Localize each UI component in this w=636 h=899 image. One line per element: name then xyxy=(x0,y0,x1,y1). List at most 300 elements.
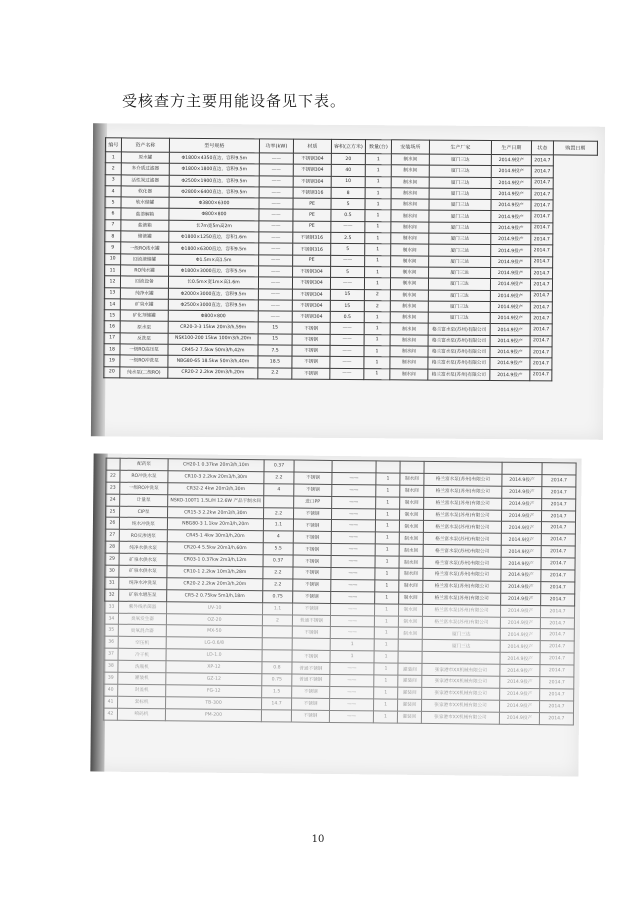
table-cell: 格兰富水泵(苏州)有限公司 xyxy=(424,485,502,498)
table-cell: 2014.9投产 xyxy=(491,177,531,189)
table-cell: 1 xyxy=(374,651,398,663)
table-cell: —— xyxy=(259,187,293,199)
table-cell: —— xyxy=(330,698,374,710)
table-cell: 制水间 xyxy=(391,165,429,177)
table-cell: Φ1800×1250直边，容积1.6m xyxy=(169,231,259,243)
table-cell: 制水间 xyxy=(391,222,429,234)
table-cell: 1 xyxy=(330,651,374,663)
table-cell: 2014.9投产 xyxy=(501,522,541,534)
table-cell xyxy=(332,460,376,472)
table-cell: 制水间 xyxy=(390,289,428,301)
table-cell: 2014.9投产 xyxy=(491,245,531,257)
table-cell: 不锈钢304 xyxy=(292,289,330,301)
table-cell: CR03-1 0.37kw 2m3/h,12m xyxy=(167,554,263,567)
table-cell: 软水储罐 xyxy=(121,197,169,209)
table-cell: 2014.7 xyxy=(531,223,553,234)
table-cell: 不锈钢 xyxy=(293,508,331,520)
table-cell: 纯水泵(二级RO) xyxy=(120,367,168,379)
table-cell: 22 xyxy=(106,470,120,482)
table-cell: 1 xyxy=(375,568,399,580)
table-cell: —— xyxy=(330,334,364,346)
table-cell: 33 xyxy=(105,601,119,613)
table-cell: 1 xyxy=(374,604,398,616)
table-cell: 制水间 xyxy=(399,544,423,556)
table-cell: 1 xyxy=(376,497,400,509)
table-cell: 2014.7 xyxy=(541,570,575,582)
table-cell xyxy=(422,652,500,665)
table-cell: —— xyxy=(259,221,293,233)
table-cell: Φ800×800 xyxy=(168,310,258,322)
table-cell: —— xyxy=(258,277,292,289)
column-header: 容积(立方米) xyxy=(331,139,365,153)
table-cell: 2014.9投产 xyxy=(501,510,541,522)
table-cell: Φ1800×6300直边，容积9.5m xyxy=(169,243,259,255)
table-cell: 1 xyxy=(374,699,398,711)
table-cell: 格兰富水泵(苏州)有限公司 xyxy=(424,497,502,510)
table-cell: 1 xyxy=(364,312,390,323)
table-cell: Φ1800×3000直边，容积5.5m xyxy=(169,265,259,277)
table-cell: 普通不锈钢 xyxy=(292,662,330,674)
table-cell: 不锈钢 xyxy=(291,710,329,722)
table-cell: 臭氧混合器 xyxy=(118,625,166,637)
table-cell: 灌装间 xyxy=(397,711,421,723)
table-cell: 制水间 xyxy=(390,312,428,324)
table-cell: 制水间 xyxy=(400,497,424,509)
table-cell: 2 xyxy=(105,163,121,174)
table-cell: CR10-3 2.2kw 20m3/h,30m xyxy=(168,471,264,484)
table-cell: 1 xyxy=(374,639,398,651)
table-cell: 2014.7 xyxy=(541,534,575,546)
table-cell: —— xyxy=(259,266,293,278)
table-cell: 空压机 xyxy=(118,637,166,649)
table-cell: 制水间 xyxy=(391,199,429,211)
table-cell: 37 xyxy=(104,648,118,660)
table-cell: XP-12 xyxy=(166,661,262,674)
table-cell: 15 xyxy=(330,300,364,312)
table-cell: —— xyxy=(259,232,293,244)
table-cell: 40 xyxy=(331,165,365,177)
table-cell: 2014.9投产 xyxy=(490,324,530,336)
table-cell: 15 xyxy=(330,289,364,301)
table-cell: 2014.9投产 xyxy=(502,474,542,486)
table-cell: 2014.7 xyxy=(540,653,574,665)
table-cell xyxy=(106,458,120,470)
table-cell xyxy=(292,638,330,650)
table-cell: 不锈钢 xyxy=(293,579,331,591)
table-cell: 制水间 xyxy=(390,301,428,313)
table-cell: 2 xyxy=(364,289,390,300)
table-cell: 格兰富水泵(苏州)有限公司 xyxy=(422,604,500,617)
table-cell: 20 xyxy=(331,153,365,165)
table-cell: 厦门三达 xyxy=(429,154,491,166)
table-cell: 4 xyxy=(264,484,294,496)
table-cell: 制水间 xyxy=(390,368,428,380)
table-cell: 格兰富水泵(苏州)有限公司 xyxy=(422,616,500,629)
table-cell: 活性炭过滤器 xyxy=(121,175,169,187)
table-cell: 0.75 xyxy=(262,674,292,686)
table-cell: RO反渗透泵 xyxy=(119,530,167,542)
table-cell: Φ1800×1800直边，容积9.5m xyxy=(169,164,259,176)
table-cell: 配药泵 xyxy=(120,458,168,470)
table-cell: 紫外线杀菌器 xyxy=(119,601,167,613)
table-cell: 2.2 xyxy=(263,567,293,579)
table-cell: 8 xyxy=(331,187,365,199)
table-cell: 1 xyxy=(365,221,391,232)
column-header: 数量(台) xyxy=(365,140,391,154)
table-cell: 5 xyxy=(105,197,121,208)
table-cell: 1 xyxy=(364,368,390,379)
table-cell: 制水间 xyxy=(391,176,429,188)
table-cell: 制水间 xyxy=(391,255,429,267)
table-cell: —— xyxy=(331,532,375,544)
table-cell: 封盖机 xyxy=(118,684,166,696)
table-cell: 矿泉水供水泵 xyxy=(119,565,167,577)
table-cell: 制水间 xyxy=(399,533,423,545)
column-header: 购置日期 xyxy=(553,141,597,155)
table-cell: 2014.9投产 xyxy=(490,301,530,313)
table-cell: 制水间 xyxy=(398,604,422,616)
table-cell: —— xyxy=(258,311,292,323)
table-cell: 2014.7 xyxy=(541,593,575,605)
table-cell: 1 xyxy=(365,165,391,176)
table-cell: 1 xyxy=(374,687,398,699)
table-cell: 29 xyxy=(105,553,119,565)
table-cell: 不锈钢316 xyxy=(293,243,331,255)
table-cell xyxy=(398,651,422,663)
table-cell: 不锈钢304 xyxy=(293,266,331,278)
table-cell: 制水间 xyxy=(398,616,422,628)
table-cell: 2014.7 xyxy=(542,486,576,498)
table-cell: 不锈钢 xyxy=(292,368,330,380)
table-cell: 不锈钢316 xyxy=(293,232,331,244)
table-cell: 多介质过滤器 xyxy=(121,163,169,175)
table-cell: 1 xyxy=(364,346,390,357)
table-cell: —— xyxy=(330,323,364,335)
table-cell: GZ-12 xyxy=(166,673,262,686)
table-cell: 1.1 xyxy=(263,519,293,531)
table-cell: 制水间 xyxy=(400,473,424,485)
table-cell: 2014.7 xyxy=(540,617,574,629)
table-cell: 1 xyxy=(375,580,399,592)
table-cell: 1 xyxy=(374,675,398,687)
table-cell: 2014.9投产 xyxy=(501,534,541,546)
table-cell: NBG80-3 1.1kw 20m3/h,20m xyxy=(167,518,263,531)
table-cell: 2014.9投产 xyxy=(490,335,530,347)
table-cell: 一级RO冲洗泵 xyxy=(120,482,168,494)
table-cell: 2014.9投产 xyxy=(490,358,530,370)
table-cell: 一级RO浓水罐 xyxy=(121,242,169,254)
intro-sentence: 受核查方主要用能设备见下表。 xyxy=(122,92,347,110)
table-cell: 纯净水罐 xyxy=(120,287,168,299)
table-cell: 厦门三达 xyxy=(428,278,490,290)
table-cell: Φ2000×3000直边，容积9.5m xyxy=(168,288,258,300)
table-cell: 厦门三达 xyxy=(429,256,491,268)
table-cell: 2014.9投产 xyxy=(501,557,541,569)
table-cell: 24 xyxy=(106,494,120,506)
table-cell: 2014.9投产 xyxy=(491,256,531,268)
table-cell xyxy=(502,462,542,474)
table-cell: 格兰富水泵(苏州)有限公司 xyxy=(423,557,501,570)
table-cell: FG-12 xyxy=(166,685,262,698)
table-cell: 不锈钢 xyxy=(293,591,331,603)
table-cell: 1 xyxy=(365,199,391,210)
table-cell: 14.7 xyxy=(262,698,292,710)
table-cell: 2.5 xyxy=(331,232,365,244)
table-cell xyxy=(376,461,400,473)
column-header: 功率(kW) xyxy=(259,139,293,153)
table-cell: 制水间 xyxy=(400,485,424,497)
table-cell: 2014.9投产 xyxy=(491,188,531,200)
table-cell: 长0.5m×宽1m×高1.6m xyxy=(168,277,258,289)
table-cell: 2014.7 xyxy=(530,336,552,347)
table-cell: 1 xyxy=(376,473,400,485)
column-header: 编号 xyxy=(105,138,121,152)
table-cell: 张家港市XX机械有限公司 xyxy=(421,711,499,724)
table-cell: —— xyxy=(330,278,364,290)
table-cell: 制水间 xyxy=(390,323,428,335)
table-cell: 2014.9投产 xyxy=(500,629,540,641)
table-cell: 制水间 xyxy=(399,509,423,521)
table-cell: 0.75 xyxy=(263,591,293,603)
table-cell: 0.5 xyxy=(331,210,365,222)
table-cell: 格兰富水泵(苏州)有限公司 xyxy=(428,324,490,336)
table-cell: 不锈钢 xyxy=(294,472,332,484)
table-cell: 18 xyxy=(104,344,120,355)
table-cell: 2014.7 xyxy=(531,189,553,200)
table-cell: —— xyxy=(331,544,375,556)
table-cell: 1 xyxy=(375,508,399,520)
table-cell: CH20-1 0.37kw 20m3/h,10m xyxy=(168,459,264,472)
table-cell: 2014.7 xyxy=(540,689,574,701)
table-cell: 2014.9投产 xyxy=(500,688,540,700)
table-cell: 1 xyxy=(364,278,390,289)
table-cell: 1 xyxy=(376,485,400,497)
table-cell: 纯水冲洗泵 xyxy=(119,518,167,530)
table-cell: PE xyxy=(293,221,331,233)
table-cell: 制水间 xyxy=(399,592,423,604)
table-cell: 厦门三达 xyxy=(429,188,491,200)
table-cell: 盐液箱 xyxy=(121,220,169,232)
table-cell: 4 xyxy=(263,531,293,543)
table-cell: 制水间 xyxy=(399,568,423,580)
table-cell: CIP泵 xyxy=(120,506,168,518)
table-cell: 2014.9投产 xyxy=(500,664,540,676)
table-cell: CR20-2 2.2kw 20m3/h,20m xyxy=(167,578,263,591)
table-cell xyxy=(261,709,291,721)
table-cell: 16 xyxy=(104,321,120,332)
table-cell: 2 xyxy=(262,614,292,626)
table-cell: 5 xyxy=(331,199,365,211)
table-cell: Φ1800×4350直边，容积9.5m xyxy=(169,152,259,164)
table-cell: NBG80-65 18.5kw 50m3/h,40m xyxy=(168,356,258,368)
table-cell: 制水间 xyxy=(390,278,428,290)
table-cell: 矿泉水供水泵 xyxy=(119,553,167,565)
table-cell: —— xyxy=(332,484,376,496)
table-cell: 2014.7 xyxy=(531,245,553,256)
table-cell: 2014.9投产 xyxy=(501,581,541,593)
table-cell: 格兰富水泵(苏州)有限公司 xyxy=(428,357,490,369)
table-cell: 23 xyxy=(106,482,120,494)
table-cell: 2014.7 xyxy=(530,279,552,290)
table-cell: Φ2800×6400直边，容积9.5m xyxy=(169,186,259,198)
table-cell: 36 xyxy=(104,636,118,648)
table-cell: 2014.9投产 xyxy=(502,486,542,498)
table-cell: 1 xyxy=(375,520,399,532)
table-cell: 2014.7 xyxy=(540,665,574,677)
table-cell: 10 xyxy=(105,253,121,264)
table-cell: —— xyxy=(259,255,293,267)
table-cell: —— xyxy=(330,686,374,698)
equipment-table-2 xyxy=(103,458,577,726)
table-cell: 制水间 xyxy=(390,357,428,369)
table-cell: 2014.7 xyxy=(530,302,552,313)
table-cell: 39 xyxy=(104,672,118,684)
table-cell: 0.37 xyxy=(264,460,294,472)
table-cell: —— xyxy=(331,508,375,520)
table-cell: 2.2 xyxy=(264,472,294,484)
table-cell: 厦门三达 xyxy=(429,199,491,211)
column-header: 资产名称 xyxy=(121,138,169,152)
table-cell: PE xyxy=(293,198,331,210)
table-cell: 不锈钢316 xyxy=(293,187,331,199)
table-cell: 制水间 xyxy=(391,267,429,279)
table-cell: 2014.9投产 xyxy=(490,313,530,325)
table-cell: 2014.9投产 xyxy=(501,569,541,581)
table-cell: 一级RO冲洗泵 xyxy=(120,355,168,367)
table-cell: 不锈钢 xyxy=(292,698,330,710)
table-cell: Φ3800×6300 xyxy=(169,197,259,209)
table-cell: 普通不锈钢 xyxy=(292,615,330,627)
table-cell: —— xyxy=(259,198,293,210)
table-cell: CR15-3 2.2kw 20m3/h,30m xyxy=(168,506,264,519)
table-cell: 进口PP xyxy=(294,496,332,508)
table-cell: 格兰富水泵(苏州)有限公司 xyxy=(428,346,490,358)
table-cell: 27 xyxy=(105,529,119,541)
table-cell: 2014.7 xyxy=(531,268,553,279)
table-cell: 不锈钢 xyxy=(293,567,331,579)
table-cell: 臭氧发生器 xyxy=(118,613,166,625)
table-cell: 2014.7 xyxy=(531,211,553,222)
table-cell: 1 xyxy=(365,255,391,266)
column-header: 生产日期 xyxy=(491,140,531,154)
table-cell: 1 xyxy=(374,663,398,675)
table-cell: 原水罐 xyxy=(121,152,169,164)
table-cell: 不锈钢 xyxy=(293,543,331,555)
table-cell: 软化器 xyxy=(121,186,169,198)
scanned-table-page-2 xyxy=(90,453,581,776)
table-cell: 2014.9投产 xyxy=(499,712,539,724)
table-cell: 不锈钢 xyxy=(292,627,330,639)
table-cell: 不锈钢 xyxy=(292,650,330,662)
table-cell: 18.5 xyxy=(258,356,292,368)
table-cell: 格兰富水泵(苏州)有限公司 xyxy=(423,533,501,546)
equipment-table-1 xyxy=(103,137,598,381)
table-cell: 2.2 xyxy=(263,507,293,519)
table-cell: 长7m宽5m高2m xyxy=(169,220,259,232)
table-cell: 9 xyxy=(105,242,121,253)
table-cell: 2014.9投产 xyxy=(491,211,531,223)
table-cell: 2014.7 xyxy=(530,324,552,335)
table-cell: 2014.7 xyxy=(531,200,553,211)
table-cell: 1 xyxy=(365,210,391,221)
table-cell: 31 xyxy=(105,577,119,589)
table-cell: 不锈钢 xyxy=(292,334,330,346)
table-cell: 2014.7 xyxy=(531,177,553,188)
table-cell: 1 xyxy=(330,639,374,651)
table-cell: PE xyxy=(293,210,331,222)
table-cell: 1 xyxy=(365,267,391,278)
table-cell: 15 xyxy=(258,322,292,334)
table-cell: 2014.7 xyxy=(540,641,574,653)
table-cell: 5.5 xyxy=(263,543,293,555)
table-cell: 10 xyxy=(331,176,365,188)
table-cell: 2014.7 xyxy=(540,677,574,689)
table-cell: 1.1 xyxy=(263,602,293,614)
table-cell: 6 xyxy=(105,208,121,219)
table-cell: 不锈钢304 xyxy=(293,176,331,188)
table-cell: 格兰富水泵(苏州)有限公司 xyxy=(423,545,501,558)
table-cell: 厦门三达 xyxy=(429,222,491,234)
table-cell: 1 xyxy=(375,556,399,568)
table-cell xyxy=(398,640,422,652)
table-cell: 厦门三达 xyxy=(422,640,500,653)
table-cell: 2014.9投产 xyxy=(500,652,540,664)
table-cell: —— xyxy=(330,627,374,639)
table-cell: CR20-3-3 15kw 20m3/h,59m xyxy=(168,322,258,334)
table-cell: 灌装间 xyxy=(398,675,422,687)
table-cell: 3 xyxy=(105,174,121,185)
table-cell: 不锈钢 xyxy=(293,603,331,615)
table-cell: —— xyxy=(329,710,373,722)
table-cell: 1 xyxy=(374,615,398,627)
table-cell: 格兰富水泵(苏州)有限公司 xyxy=(423,568,501,581)
table-cell: 套标机 xyxy=(118,696,166,708)
table-cell: RO纯水罐 xyxy=(121,265,169,277)
table-cell: 格兰富水泵(苏州)有限公司 xyxy=(423,592,501,605)
table-cell: 不锈钢 xyxy=(292,323,330,335)
table-cell: 不锈钢304 xyxy=(292,277,330,289)
table-cell: 2014.9投产 xyxy=(500,641,540,653)
table-cell: 不锈钢304 xyxy=(292,311,330,323)
table-cell: 7 xyxy=(105,220,121,231)
table-cell: —— xyxy=(259,153,293,165)
table-cell: 灌装间 xyxy=(397,699,421,711)
table-cell: 8 xyxy=(105,231,121,242)
table-cell: 不锈钢 xyxy=(293,531,331,543)
table-cell: 2014.7 xyxy=(541,582,575,594)
table-cell: 2014.9投产 xyxy=(491,222,531,234)
table-cell: —— xyxy=(330,357,364,369)
table-cell: 5 xyxy=(331,266,365,278)
table-cell: CR45-2 7.5kw 50m3/h,42m xyxy=(168,344,258,356)
table-cell: 不锈钢 xyxy=(292,686,330,698)
table-cell: 不锈钢304 xyxy=(293,164,331,176)
table-cell: 1 xyxy=(375,544,399,556)
table-cell: —— xyxy=(258,300,292,312)
table-cell: LD-1.0 xyxy=(166,649,262,662)
table-cell: 灌装机 xyxy=(118,672,166,684)
table-cell: 2014.7 xyxy=(539,712,573,724)
table-cell: 1 xyxy=(365,176,391,187)
table-cell: 厦门三达 xyxy=(429,244,491,256)
table-cell xyxy=(542,463,576,475)
table-cell: 40 xyxy=(104,684,118,696)
table-cell: 34 xyxy=(104,613,118,625)
table-cell: —— xyxy=(331,567,375,579)
table-cell: 计量泵 xyxy=(120,494,168,506)
table-cell: 1 xyxy=(364,357,390,368)
table-cell: 1 xyxy=(365,188,391,199)
